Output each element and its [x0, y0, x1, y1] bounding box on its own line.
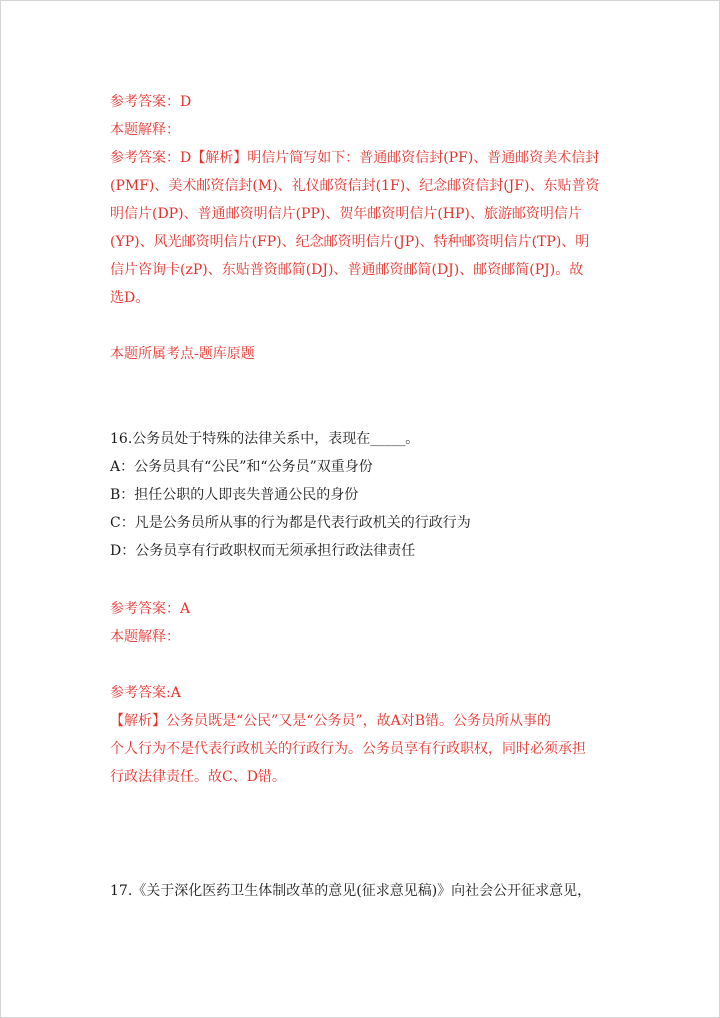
explanation-label-15: 本题解释： — [110, 122, 180, 138]
explanation-line: 信片咨询卡(zP)、东贴普资邮简(DJ)、普通邮资邮简(DJ)、邮资邮简(PJ)。故 — [110, 262, 584, 278]
reference-answer-16-repeat: 参考答案:A — [110, 685, 181, 701]
reference-answer-15: 参考答案：D — [110, 94, 192, 110]
option-a: A：公务员具有“公民”和“公务员”双重身份 — [110, 459, 373, 475]
analysis-line: 个人行为不是代表行政机关的行政行为。公务员享有行政职权，同时必须承担 — [110, 741, 586, 757]
explanation-line: (PMF)、美术邮资信封(M)、礼仪邮资信封(1F)、纪念邮资信封(JF)、东贴普资 — [110, 178, 600, 194]
analysis-line: 【解析】公务员既是“公民”又是“公务员”，故A对B错。公务员所从事的 — [110, 713, 552, 729]
option-d: D：公务员享有行政职权而无须承担行政法律责任 — [110, 543, 416, 559]
explanation-line: 选D。 — [110, 290, 150, 306]
question-source-label: 本题所属考点-题库原题 — [110, 346, 255, 362]
reference-answer-16: 参考答案：A — [110, 601, 191, 617]
analysis-line: 行政法律责任。故C、D错。 — [110, 769, 286, 785]
option-b: B：担任公职的人即丧失普通公民的身份 — [110, 487, 359, 503]
explanation-label-16: 本题解释： — [110, 629, 180, 645]
explanation-line: 参考答案：D【解析】明信片简写如下：普通邮资信封(PF)、普通邮资美术信封 — [110, 150, 600, 166]
option-c: C：凡是公务员所从事的行为都是代表行政机关的行政行为 — [110, 515, 471, 531]
explanation-line: 明信片(DP)、普通邮资明信片(PP)、贺年邮资明信片(HP)、旅游邮资明信片 — [110, 206, 582, 222]
question-stem-17: 17.《关于深化医药卫生体制改革的意见(征求意见稿)》向社会公开征求意见， — [110, 883, 592, 899]
question-stem-16: 16.公务员处于特殊的法律关系中，表现在_____。 — [110, 431, 420, 447]
explanation-line: (YP)、风光邮资明信片(FP)、纪念邮资明信片(JP)、特种邮资明信片(TP)、明 — [110, 234, 590, 250]
